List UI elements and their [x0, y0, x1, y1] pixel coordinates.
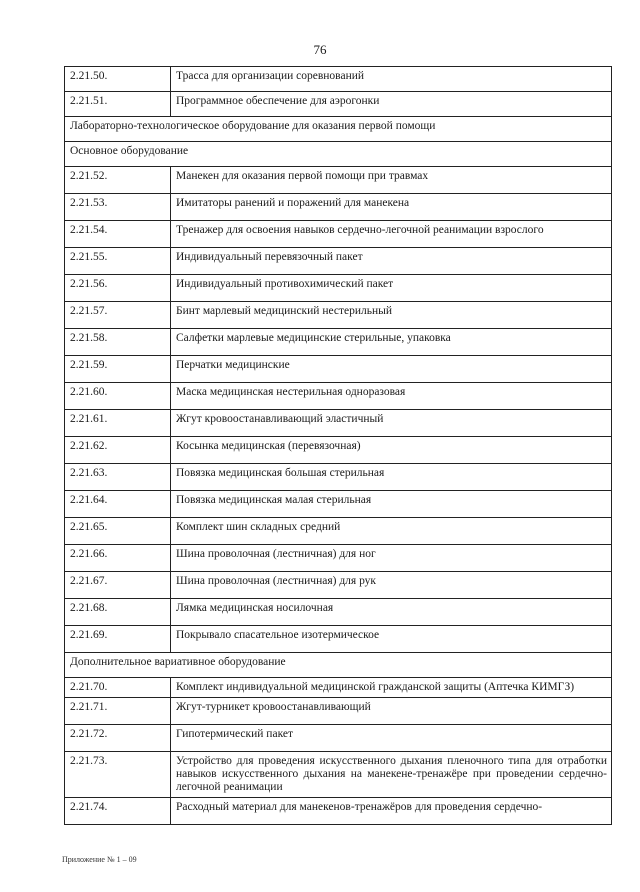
row-code: 2.21.67. — [65, 572, 171, 599]
table-row — [65, 518, 612, 545]
row-code: 2.21.63. — [65, 464, 171, 491]
row-code: 2.21.51. — [65, 92, 171, 117]
row-code: 2.21.69. — [65, 626, 171, 653]
row-code: 2.21.70. — [65, 678, 171, 698]
row-text: Шина проволочная (лестничная) для рук — [171, 572, 612, 599]
table-row — [65, 572, 612, 599]
row-text: Имитаторы ранений и поражений для манекена — [171, 194, 612, 221]
row-code: 2.21.64. — [65, 491, 171, 518]
row-text: Тренажер для освоения навыков сердечно-легочной реанимации взрослого — [171, 221, 612, 248]
table-row — [65, 302, 612, 329]
row-text: Трасса для организации соревнований — [171, 67, 612, 92]
row-text: Лямка медицинская носилочная — [171, 599, 612, 626]
table-row — [65, 678, 612, 698]
table-row — [65, 626, 612, 653]
table-row — [65, 437, 612, 464]
table-row — [65, 752, 612, 798]
table-row — [65, 221, 612, 248]
section-main-title: Основное оборудование — [65, 142, 612, 167]
row-text: Салфетки марлевые медицинские стерильные, упаковка — [171, 329, 612, 356]
table-row — [65, 491, 612, 518]
row-text: Жгут кровоостанавливающий эластичный — [171, 410, 612, 437]
row-code: 2.21.52. — [65, 167, 171, 194]
section-header-row — [65, 653, 612, 678]
table-row — [65, 798, 612, 825]
row-code: 2.21.71. — [65, 698, 171, 725]
row-text: Комплект индивидуальной медицинской гражданской защиты (Аптечка КИМГЗ) — [171, 678, 612, 698]
table-row — [65, 464, 612, 491]
row-text: Повязка медицинская большая стерильная — [171, 464, 612, 491]
row-code: 2.21.58. — [65, 329, 171, 356]
section-header-row — [65, 117, 612, 142]
table-row — [65, 725, 612, 752]
row-text: Бинт марлевый медицинский нестерильный — [171, 302, 612, 329]
row-code: 2.21.72. — [65, 725, 171, 752]
table-row — [65, 599, 612, 626]
row-code: 2.21.73. — [65, 752, 171, 798]
table-row — [65, 698, 612, 725]
row-code: 2.21.53. — [65, 194, 171, 221]
row-text: Программное обеспечение для аэрогонки — [171, 92, 612, 117]
row-text: Расходный материал для манекенов-тренажёров для проведения сердечно- — [171, 798, 612, 825]
row-code: 2.21.74. — [65, 798, 171, 825]
table-row — [65, 410, 612, 437]
row-code: 2.21.62. — [65, 437, 171, 464]
row-text: Комплект шин складных средний — [171, 518, 612, 545]
row-code: 2.21.56. — [65, 275, 171, 302]
equipment-table — [64, 66, 612, 825]
row-code: 2.21.66. — [65, 545, 171, 572]
row-text: Жгут-турникет кровоостанавливающий — [171, 698, 612, 725]
row-code: 2.21.57. — [65, 302, 171, 329]
page-footer: Приложение № 1 – 09 — [62, 855, 137, 864]
table-row — [65, 92, 612, 117]
row-code: 2.21.68. — [65, 599, 171, 626]
row-code: 2.21.50. — [65, 67, 171, 92]
row-text: Устройство для проведения искусственного дыхания пленочного типа для отработки навыков искусственного дыхания на манекене-тренажёре при проведении сердечно-легочной реанимации — [171, 752, 612, 798]
table-row — [65, 275, 612, 302]
table-row — [65, 383, 612, 410]
row-code: 2.21.61. — [65, 410, 171, 437]
table-row — [65, 67, 612, 92]
row-text: Перчатки медицинские — [171, 356, 612, 383]
row-text: Косынка медицинская (перевязочная) — [171, 437, 612, 464]
table-row — [65, 545, 612, 572]
table-row — [65, 356, 612, 383]
row-code: 2.21.65. — [65, 518, 171, 545]
row-text: Шина проволочная (лестничная) для ног — [171, 545, 612, 572]
table-row — [65, 167, 612, 194]
section-extra-title: Дополнительное вариативное оборудование — [65, 653, 612, 678]
table-row — [65, 329, 612, 356]
row-text: Покрывало спасательное изотермическое — [171, 626, 612, 653]
row-text: Повязка медицинская малая стерильная — [171, 491, 612, 518]
row-text: Маска медицинская нестерильная одноразовая — [171, 383, 612, 410]
row-code: 2.21.54. — [65, 221, 171, 248]
row-text: Манекен для оказания первой помощи при травмах — [171, 167, 612, 194]
table-row — [65, 248, 612, 275]
row-code: 2.21.59. — [65, 356, 171, 383]
row-text: Индивидуальный перевязочный пакет — [171, 248, 612, 275]
row-text: Гипотермический пакет — [171, 725, 612, 752]
table-row — [65, 194, 612, 221]
row-code: 2.21.60. — [65, 383, 171, 410]
page-number: 76 — [313, 42, 327, 57]
row-text: Индивидуальный противохимический пакет — [171, 275, 612, 302]
row-code: 2.21.55. — [65, 248, 171, 275]
section-header-row — [65, 142, 612, 167]
section-lab-title: Лабораторно-технологическое оборудование для оказания первой помощи — [65, 117, 612, 142]
